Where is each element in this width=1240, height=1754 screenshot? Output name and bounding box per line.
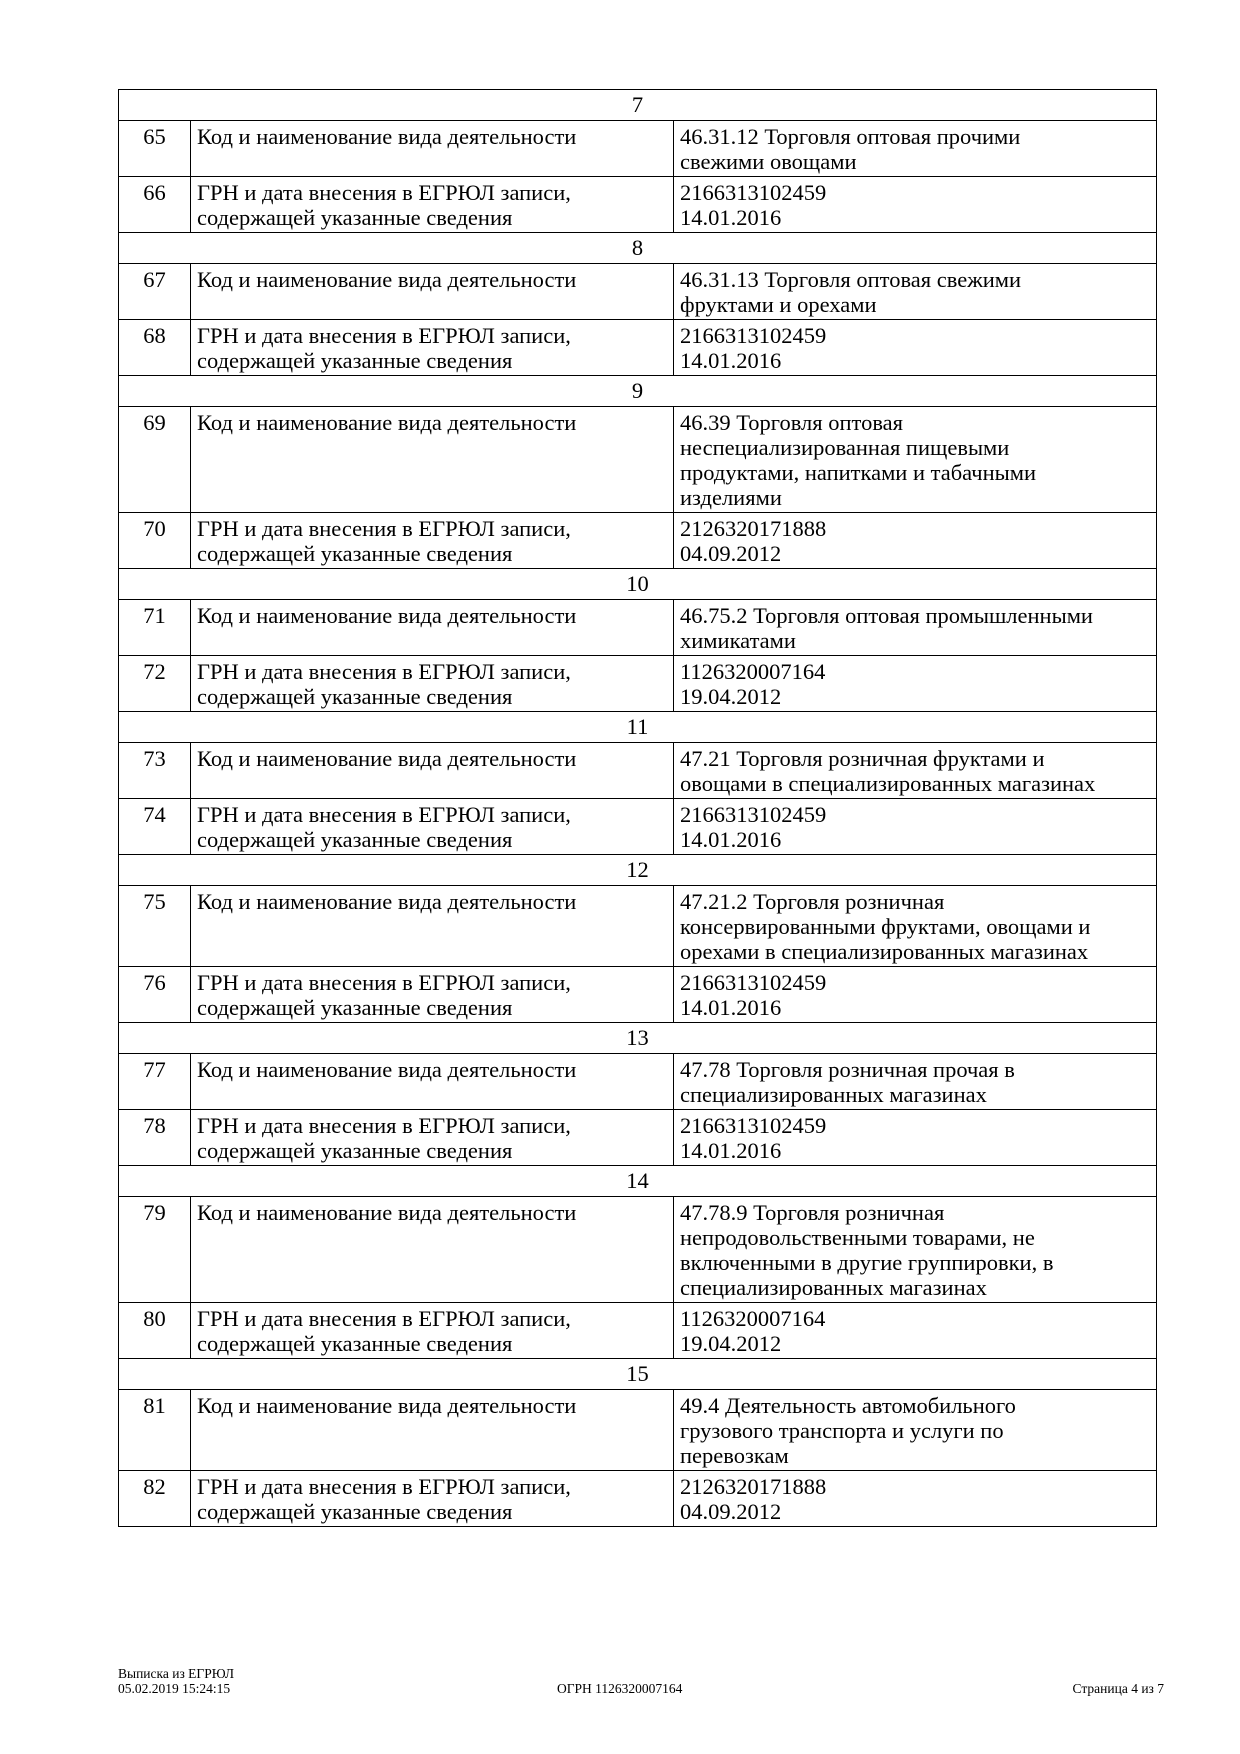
field-value (674, 121, 1157, 177)
footer-datetime: 05.02.2019 15:24:15 (118, 1681, 231, 1696)
table-row (119, 1197, 1157, 1303)
field-value-line: 2166313102459 (680, 970, 827, 995)
field-value-line: грузового транспорта и услуги по (680, 1418, 1004, 1443)
table-row (119, 320, 1157, 376)
field-value-line: 04.09.2012 (680, 1499, 782, 1524)
row-number: 79 (119, 1197, 191, 1303)
field-label-line: содержащей указанные сведения (197, 995, 513, 1020)
row-number: 65 (119, 121, 191, 177)
field-value-line: неспециализированная пищевыми (680, 435, 1010, 460)
field-label-line: ГРН и дата внесения в ЕГРЮЛ записи, (197, 180, 571, 205)
field-value (674, 743, 1157, 799)
field-label-line: содержащей указанные сведения (197, 1499, 513, 1524)
group-number: 12 (119, 855, 1157, 886)
field-value (674, 967, 1157, 1023)
row-number: 80 (119, 1303, 191, 1359)
field-value (674, 177, 1157, 233)
row-number: 70 (119, 513, 191, 569)
row-number: 73 (119, 743, 191, 799)
row-number: 77 (119, 1054, 191, 1110)
table-row (119, 1390, 1157, 1471)
field-label-line: Код и наименование вида деятельности (197, 603, 577, 628)
group-number: 8 (119, 233, 1157, 264)
field-value-line: 14.01.2016 (680, 995, 782, 1020)
table-row (119, 177, 1157, 233)
field-value (674, 799, 1157, 855)
field-label-line: Код и наименование вида деятельности (197, 889, 577, 914)
field-value-line: 2126320171888 (680, 1474, 827, 1499)
field-value (674, 513, 1157, 569)
field-label-line: Код и наименование вида деятельности (197, 1393, 577, 1418)
table-row (119, 121, 1157, 177)
field-label-line: Код и наименование вида деятельности (197, 746, 577, 771)
field-value (674, 656, 1157, 712)
table-row (119, 656, 1157, 712)
row-number: 71 (119, 600, 191, 656)
table-row (119, 1054, 1157, 1110)
field-value-line: овощами в специализированных магазинах (680, 771, 1096, 796)
footer-page-number: Страница 4 из 7 (1072, 1681, 1164, 1696)
field-value (674, 1390, 1157, 1471)
field-label-line: ГРН и дата внесения в ЕГРЮЛ записи, (197, 659, 571, 684)
field-value-line: 47.78 Торговля розничная прочая в (680, 1057, 1015, 1082)
row-number: 76 (119, 967, 191, 1023)
group-row (119, 233, 1157, 264)
table-row (119, 1471, 1157, 1527)
table-row (119, 513, 1157, 569)
table-row (119, 600, 1157, 656)
field-value-line: 1126320007164 (680, 1306, 826, 1331)
row-number: 81 (119, 1390, 191, 1471)
field-label-line: содержащей указанные сведения (197, 1331, 513, 1356)
row-number: 69 (119, 407, 191, 513)
field-label-line: Код и наименование вида деятельности (197, 1200, 577, 1225)
field-label (191, 121, 674, 177)
row-number: 75 (119, 886, 191, 967)
field-label-line: ГРН и дата внесения в ЕГРЮЛ записи, (197, 802, 571, 827)
field-label-line: ГРН и дата внесения в ЕГРЮЛ записи, (197, 516, 571, 541)
field-value-line: изделиями (680, 485, 782, 510)
field-value (674, 1303, 1157, 1359)
field-label-line: ГРН и дата внесения в ЕГРЮЛ записи, (197, 323, 571, 348)
group-number: 15 (119, 1359, 1157, 1390)
field-value (674, 886, 1157, 967)
field-value-line: 1126320007164 (680, 659, 826, 684)
field-label-line: ГРН и дата внесения в ЕГРЮЛ записи, (197, 1113, 571, 1138)
field-label-line: содержащей указанные сведения (197, 684, 513, 709)
field-value-line: 46.31.12 Торговля оптовая прочими (680, 124, 1021, 149)
row-number: 74 (119, 799, 191, 855)
field-value-line: перевозкам (680, 1443, 789, 1468)
row-number: 72 (119, 656, 191, 712)
field-label-line: Код и наименование вида деятельности (197, 267, 577, 292)
activity-table (118, 89, 1157, 1527)
field-value-line: 14.01.2016 (680, 1138, 782, 1163)
field-value-line: химикатами (680, 628, 796, 653)
activity-table-body (119, 90, 1157, 1527)
footer-doc-title: Выписка из ЕГРЮЛ (118, 1666, 235, 1681)
field-label-line: ГРН и дата внесения в ЕГРЮЛ записи, (197, 970, 571, 995)
field-value (674, 600, 1157, 656)
field-value-line: 2166313102459 (680, 802, 827, 827)
field-label (191, 264, 674, 320)
row-number: 78 (119, 1110, 191, 1166)
field-label-line: Код и наименование вида деятельности (197, 124, 577, 149)
field-value (674, 1054, 1157, 1110)
table-row (119, 407, 1157, 513)
field-label-line: ГРН и дата внесения в ЕГРЮЛ записи, (197, 1474, 571, 1499)
table-row (119, 743, 1157, 799)
field-label-line: содержащей указанные сведения (197, 827, 513, 852)
field-label-line: содержащей указанные сведения (197, 541, 513, 566)
group-number: 7 (119, 90, 1157, 121)
field-label (191, 1471, 674, 1527)
field-label (191, 967, 674, 1023)
field-label (191, 799, 674, 855)
field-value (674, 1197, 1157, 1303)
field-value-line: специализированных магазинах (680, 1082, 987, 1107)
row-number: 66 (119, 177, 191, 233)
table-row (119, 1110, 1157, 1166)
field-value-line: 14.01.2016 (680, 827, 782, 852)
field-label (191, 513, 674, 569)
field-value-line: 14.01.2016 (680, 205, 782, 230)
field-value-line: продуктами, напитками и табачными (680, 460, 1037, 485)
row-number: 68 (119, 320, 191, 376)
field-value-line: 46.75.2 Торговля оптовая промышленными (680, 603, 1093, 628)
field-label (191, 1390, 674, 1471)
field-label (191, 1110, 674, 1166)
field-label (191, 407, 674, 513)
field-value-line: 19.04.2012 (680, 1331, 782, 1356)
field-value-line: 2166313102459 (680, 180, 827, 205)
group-row (119, 1359, 1157, 1390)
field-value (674, 320, 1157, 376)
table-row (119, 799, 1157, 855)
field-value-line: включенными в другие группировки, в (680, 1250, 1054, 1275)
field-label (191, 1303, 674, 1359)
field-value-line: 2166313102459 (680, 1113, 827, 1138)
field-label-line: содержащей указанные сведения (197, 348, 513, 373)
field-value-line: орехами в специализированных магазинах (680, 939, 1089, 964)
field-value-line: 47.21.2 Торговля розничная (680, 889, 945, 914)
table-row (119, 1303, 1157, 1359)
group-row (119, 712, 1157, 743)
field-label (191, 177, 674, 233)
field-value-line: специализированных магазинах (680, 1275, 987, 1300)
group-number: 9 (119, 376, 1157, 407)
group-number: 11 (119, 712, 1157, 743)
field-label-line: ГРН и дата внесения в ЕГРЮЛ записи, (197, 1306, 571, 1331)
group-row (119, 855, 1157, 886)
field-label (191, 886, 674, 967)
field-value-line: фруктами и орехами (680, 292, 877, 317)
field-label-line: Код и наименование вида деятельности (197, 410, 577, 435)
table-row (119, 264, 1157, 320)
field-value (674, 1110, 1157, 1166)
field-label-line: содержащей указанные сведения (197, 1138, 513, 1163)
field-value-line: 04.09.2012 (680, 541, 782, 566)
group-number: 14 (119, 1166, 1157, 1197)
field-value (674, 264, 1157, 320)
field-label (191, 743, 674, 799)
table-row (119, 967, 1157, 1023)
field-value-line: непродовольственными товарами, не (680, 1225, 1035, 1250)
footer-left (118, 1666, 234, 1696)
group-number: 13 (119, 1023, 1157, 1054)
field-value-line: 47.21 Торговля розничная фруктами и (680, 746, 1045, 771)
group-row (119, 376, 1157, 407)
group-row (119, 1023, 1157, 1054)
row-number: 67 (119, 264, 191, 320)
field-value (674, 407, 1157, 513)
field-label (191, 1197, 674, 1303)
group-number: 10 (119, 569, 1157, 600)
field-label-line: Код и наименование вида деятельности (197, 1057, 577, 1082)
field-value (674, 1471, 1157, 1527)
field-label-line: содержащей указанные сведения (197, 205, 513, 230)
field-value-line: 46.39 Торговля оптовая (680, 410, 903, 435)
field-label (191, 1054, 674, 1110)
field-value-line: 2126320171888 (680, 516, 827, 541)
field-label (191, 600, 674, 656)
field-label (191, 656, 674, 712)
field-value-line: 46.31.13 Торговля оптовая свежими (680, 267, 1022, 292)
field-value-line: 2166313102459 (680, 323, 827, 348)
row-number: 82 (119, 1471, 191, 1527)
field-value-line: консервированными фруктами, овощами и (680, 914, 1091, 939)
field-value-line: свежими овощами (680, 149, 857, 174)
field-label (191, 320, 674, 376)
field-value-line: 14.01.2016 (680, 348, 782, 373)
table-row (119, 886, 1157, 967)
field-value-line: 19.04.2012 (680, 684, 782, 709)
group-row (119, 569, 1157, 600)
footer-ogrn: ОГРН 1126320007164 (557, 1681, 683, 1696)
field-value-line: 49.4 Деятельность автомобильного (680, 1393, 1016, 1418)
group-row (119, 1166, 1157, 1197)
group-row (119, 90, 1157, 121)
field-value-line: 47.78.9 Торговля розничная (680, 1200, 945, 1225)
